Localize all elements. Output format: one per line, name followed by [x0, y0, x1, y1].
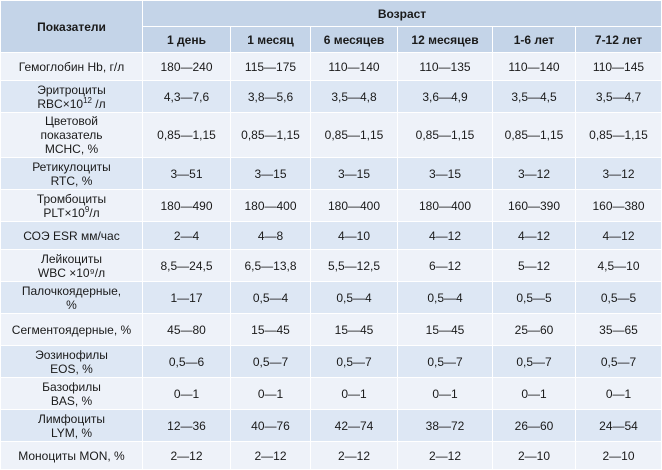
table-cell: 0,5—6	[143, 346, 231, 378]
table-row	[1, 442, 662, 470]
table-cell: 0—1	[576, 378, 662, 410]
parameter-name-line: %	[66, 297, 77, 312]
table-cell: 8,5—24,5	[143, 250, 231, 282]
table-cell: 0,5—4	[398, 282, 493, 314]
parameter-name	[1, 250, 143, 282]
age-column-header: 7-12 лет	[576, 27, 662, 53]
table-cell: 3,8—5,6	[231, 81, 311, 113]
table-cell: 0,5—5	[493, 282, 576, 314]
table-cell: 2—12	[143, 442, 231, 470]
table-cell: 38—72	[398, 410, 493, 442]
table-cell: 3—12	[576, 158, 662, 190]
table-cell: 0,5—5	[576, 282, 662, 314]
table-cell: 4—12	[398, 222, 493, 250]
table-row	[1, 378, 662, 410]
table-cell: 6,5—13,8	[231, 250, 311, 282]
table-cell: 110—135	[398, 53, 493, 81]
parameter-name-line: Эозинофилы	[35, 347, 108, 362]
table-cell: 2—4	[143, 222, 231, 250]
table-cell: 0,5—4	[231, 282, 311, 314]
parameter-name-line: Ретикулоциты	[32, 159, 111, 174]
table-cell: 0,85—1,15	[398, 113, 493, 158]
table-cell: 42—74	[311, 410, 398, 442]
parameter-name	[1, 190, 143, 222]
parameter-name	[1, 113, 143, 158]
table-cell: 4—10	[311, 222, 398, 250]
table-cell: 3—51	[143, 158, 231, 190]
table-cell: 15—45	[231, 314, 311, 346]
table-cell: 3,5—4,8	[311, 81, 398, 113]
table-cell: 5,5—12,5	[311, 250, 398, 282]
parameter-name-line: Эритроциты	[37, 82, 106, 97]
parameter-name: Гемоглобин Hb, г/л	[1, 53, 143, 81]
parameter-name-line: BAS, %	[50, 393, 93, 408]
parameter-name-line: Цветовой	[44, 114, 99, 128]
table-cell: 2—12	[311, 442, 398, 470]
parameter-name	[1, 346, 143, 378]
table-cell: 0,5—7	[231, 346, 311, 378]
parameter-name-line: LYM, %	[50, 425, 93, 440]
table-cell: 110—145	[576, 53, 662, 81]
table-row	[1, 158, 662, 190]
table-row	[1, 81, 662, 113]
parameter-name-line: RTC, %	[50, 173, 93, 188]
table-header	[1, 1, 662, 53]
table-cell: 0,85—1,15	[576, 113, 662, 158]
table-cell: 4,3—7,6	[143, 81, 231, 113]
parameter-name-line: Лимфоциты	[37, 411, 106, 426]
age-column-header: 6 месяцев	[311, 27, 398, 53]
table-cell: 12—36	[143, 410, 231, 442]
age-column-header: 1 месяц	[231, 27, 311, 53]
table-body	[1, 53, 662, 470]
table-cell: 115—175	[231, 53, 311, 81]
table-cell: 0,5—7	[311, 346, 398, 378]
table-row	[1, 53, 662, 81]
parameters-header: Показатели	[1, 1, 143, 53]
table-cell: 15—45	[311, 314, 398, 346]
table-cell: 2—10	[576, 442, 662, 470]
table-cell: 35—65	[576, 314, 662, 346]
table-cell: 6—12	[398, 250, 493, 282]
table-cell: 26—60	[493, 410, 576, 442]
table-cell: 180—400	[311, 190, 398, 222]
table-cell: 0,5—7	[576, 346, 662, 378]
age-header: Возраст	[143, 1, 662, 27]
parameter-name-line: PLT×10	[43, 205, 85, 220]
table-row	[1, 250, 662, 282]
parameter-name-line: Базофилы	[42, 379, 101, 394]
table-cell: 3,5—4,7	[576, 81, 662, 113]
table-row	[1, 282, 662, 314]
table-cell: 0,85—1,15	[143, 113, 231, 158]
parameter-name-line: Палочкоядерные,	[21, 283, 122, 298]
table-cell: 0—1	[231, 378, 311, 410]
table-cell: 3—12	[493, 158, 576, 190]
table-row	[1, 410, 662, 442]
table-cell: 15—45	[398, 314, 493, 346]
table-cell: 24—54	[576, 410, 662, 442]
table-cell: 0—1	[311, 378, 398, 410]
table-cell: 0,5—7	[398, 346, 493, 378]
table-cell: 3,6—4,9	[398, 81, 493, 113]
parameter-unit: /л	[91, 96, 106, 111]
table-cell: 4—8	[231, 222, 311, 250]
table-cell: 4—12	[493, 222, 576, 250]
parameter-name-line: WBC ×10⁹/л	[37, 265, 106, 280]
table-cell: 25—60	[493, 314, 576, 346]
table-cell: 3—15	[398, 158, 493, 190]
table-cell: 180—400	[231, 190, 311, 222]
table-row	[1, 222, 662, 250]
parameter-name-line: MCHC, %	[44, 142, 99, 156]
table-cell: 160—380	[576, 190, 662, 222]
table-cell: 180—400	[398, 190, 493, 222]
table-cell: 180—240	[143, 53, 231, 81]
table-cell: 40—76	[231, 410, 311, 442]
table-cell: 2—12	[231, 442, 311, 470]
parameter-name: СОЭ ESR мм/час	[1, 222, 143, 250]
table-cell: 4—12	[576, 222, 662, 250]
table-cell: 3—15	[311, 158, 398, 190]
table-cell: 3—15	[231, 158, 311, 190]
table-cell: 5—12	[493, 250, 576, 282]
table-cell: 110—140	[311, 53, 398, 81]
parameter-name	[1, 81, 143, 113]
table-cell: 2—10	[493, 442, 576, 470]
table-cell: 110—140	[493, 53, 576, 81]
age-column-header: 1 день	[143, 27, 231, 53]
table-cell: 0—1	[493, 378, 576, 410]
table-cell: 0,85—1,15	[493, 113, 576, 158]
table-cell: 0,85—1,15	[311, 113, 398, 158]
table-cell: 160—390	[493, 190, 576, 222]
parameter-unit: /л	[89, 205, 100, 220]
table-cell: 0—1	[143, 378, 231, 410]
parameter-name-line: Лейкоциты	[40, 251, 102, 266]
table-cell: 0,5—7	[493, 346, 576, 378]
parameter-name: Моноциты MON, %	[1, 442, 143, 470]
table-cell: 0—1	[398, 378, 493, 410]
age-column-header: 12 месяцев	[398, 27, 493, 53]
table-cell: 4,5—10	[576, 250, 662, 282]
table-cell: 1—17	[143, 282, 231, 314]
parameter-name: Сегментоядерные, %	[1, 314, 143, 346]
table-row	[1, 346, 662, 378]
table-cell: 2—12	[398, 442, 493, 470]
table-cell: 0,5—4	[311, 282, 398, 314]
parameter-exponent: 9	[84, 204, 90, 214]
table-cell: 0,85—1,15	[231, 113, 311, 158]
table-cell: 45—80	[143, 314, 231, 346]
table-row	[1, 314, 662, 346]
parameter-name	[1, 378, 143, 410]
parameter-exponent: 12	[83, 95, 92, 105]
parameter-name-line: EOS, %	[50, 361, 93, 376]
table-row	[1, 190, 662, 222]
table-row	[1, 113, 662, 158]
table-cell: 180—490	[143, 190, 231, 222]
age-column-header: 1-6 лет	[493, 27, 576, 53]
parameter-name-line: показатель	[40, 128, 103, 142]
parameter-name	[1, 410, 143, 442]
table-cell: 3,5—4,5	[493, 81, 576, 113]
parameter-name-line: Тромбоциты	[36, 191, 107, 206]
parameter-name	[1, 158, 143, 190]
parameter-name-line: RBC×10	[37, 96, 84, 111]
parameter-name	[1, 282, 143, 314]
